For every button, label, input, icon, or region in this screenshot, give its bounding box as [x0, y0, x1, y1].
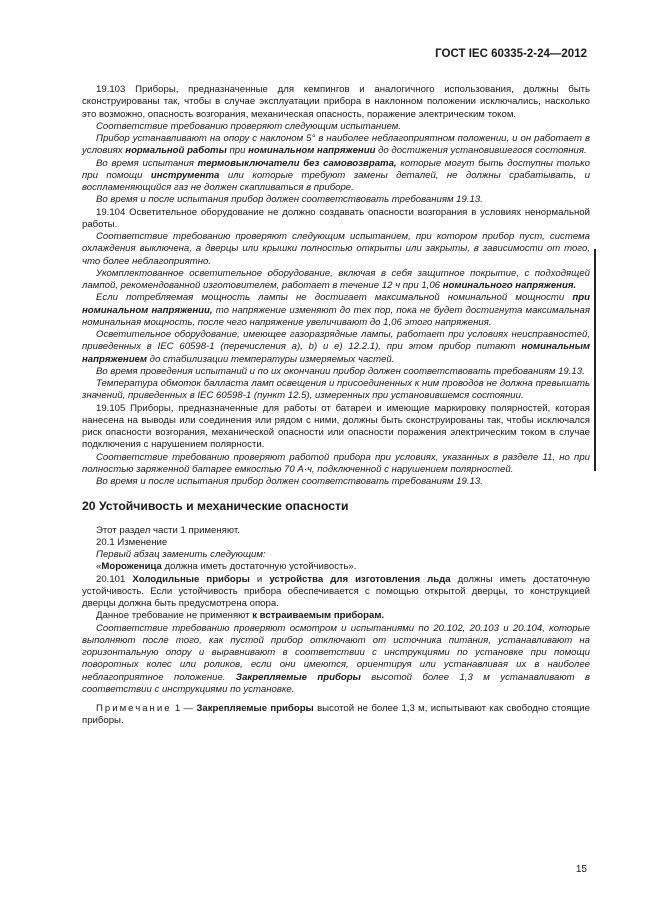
bold-term: номинального напряжения. — [442, 280, 577, 291]
text-run: Данное требование не применяют — [96, 610, 253, 622]
paragraph — [82, 292, 590, 329]
text-run: Укомплектованное осветительное оборудование, включая в себя защитное покрытие, с подходящей лампой, рекомендованной изготовителем, работает в течение 12 ч при 1,06 — [82, 267, 590, 291]
text-run: при — [226, 145, 249, 157]
text-run: должны иметь достаточную устойчивость. Если устойчивость прибора обеспечивается с помощью открытой дверцы, то конструкцией дверцы должна быть предусмотрена опора. — [82, 573, 590, 609]
text-run: должна иметь достаточную устойчивость». — [161, 561, 357, 573]
paragraph — [82, 84, 590, 121]
text-run: Соответствие требованию проверяют следующим испытанием, при котором прибор пуст, система охлаждения выключена, а дверцы или крышки полностью открыты или закрыты, в зависимости от того, что более неблагоприятно. — [82, 231, 590, 267]
text-run: и — [249, 573, 270, 585]
paragraph — [82, 378, 590, 403]
text-run: Соответствие требованию проверяют следующим испытанием. — [96, 120, 402, 132]
paragraph — [82, 329, 590, 366]
paragraph — [82, 366, 590, 378]
paragraph — [82, 207, 590, 232]
text-run: Если потребляемая мощность лампы не достигает максимальной номинальной мощности — [96, 292, 573, 304]
text-run: Соответствие требованию проверяют работой прибора при условиях, указанных в разделе 11, но при полностью заряженной батарее емкостью 70 А·ч, подключенной с нарушением полярностей. — [82, 451, 590, 475]
bold-term: к встраиваемым приборам. — [252, 610, 385, 622]
bold-term: устройства для изготовления льда — [269, 573, 451, 585]
text-run: Прибор устанавливают на опору с наклоном 5° в наиболее неблагоприятном положении, и он работает в условиях — [82, 133, 590, 157]
paragraph — [82, 133, 590, 158]
text-run: Во время и после испытания прибор должен соответствовать требованиям 19.13. — [96, 476, 483, 487]
page-body — [82, 84, 590, 728]
bold-term: номинальном напряжении — [248, 145, 376, 157]
text-run: то напряжение изменяют до тех пор, пока не будет достигнута максимальная номинальная мощность, после чего напряжение увеличивают до 1,06 этого напряжения. — [82, 304, 590, 328]
bold-term: Мороженица — [101, 561, 162, 573]
text-run: высотой более 1,3 м устанавливают в соответствии с инструкциями по установке. — [82, 671, 590, 695]
paragraph — [82, 525, 590, 537]
bold-term: при номинальном напряжении, — [82, 292, 590, 316]
text-run: Во время и после испытания прибор должен соответствовать требованиям 19.13. — [96, 194, 483, 206]
paragraph — [82, 158, 590, 195]
text-run: 19.104 Осветительное оборудование не должно создавать опасности возгорания в условиях ненормальной работы. — [82, 206, 590, 230]
text-run: Во время испытания — [96, 157, 198, 169]
text-run: 20.101 — [96, 573, 133, 585]
note-label: Примечание — [96, 703, 172, 714]
bold-term: Закрепляемые приборы — [235, 671, 361, 683]
text-run: высотой не более 1,3 м, испытывают как свободно стоящие приборы. — [82, 703, 590, 727]
paragraph — [82, 268, 590, 293]
paragraph — [82, 574, 590, 611]
text-run: Температура обмоток балласта ламп освещения и присоединенных к ним проводов не должна превышать значений, приведенных в IEC 60598-1 (пункт 12.5), измеренных при установившемся состоянии. — [82, 378, 590, 402]
text-run: до достижения установившегося состояния. — [375, 145, 587, 157]
paragraph — [82, 476, 590, 488]
change-bar — [594, 249, 596, 471]
text-run: 1 — — [171, 703, 197, 714]
paragraph — [82, 623, 590, 697]
text-run: Первый абзац заменить следующим: — [96, 549, 266, 560]
paragraph — [82, 194, 590, 206]
paragraph — [82, 561, 590, 573]
paragraph — [82, 549, 590, 561]
text-run: « — [96, 561, 102, 573]
paragraph — [82, 610, 590, 622]
bold-term: инструмента — [150, 169, 220, 181]
paragraph — [82, 231, 590, 268]
paragraph — [82, 452, 590, 477]
text-run: или которые требуют замены деталей, не должны срабатывать, и воспламеняющийся газ не должен скапливаться в приборе. — [82, 169, 590, 193]
text-run: 20.1 Изменение — [96, 536, 168, 548]
text-run: Осветительное оборудование, имеющее газоразрядные лампы, работает при условиях неисправностей, приведенных в IEC 60598-1 (перечисления а), b) и е) 12.2.1), при этом прибор питают — [82, 329, 590, 353]
bold-term: Холодильные приборы — [132, 573, 250, 585]
text-run: Соответствие требованию проверяют осмотром и испытаниями по 20.102, 20.103 и 20.104, которые выполняют после того, как пустой прибор отключают от источника питания, устанавливают на горизонтальную опору и выравнивают в соответствии с инструкциями по установке при помощи поворотных колес или роликов, если они имеются, ориентируя или устанавливая их в наиболее неблагоприятное положение. — [82, 622, 590, 683]
bold-term: номинальным напряжением — [82, 341, 590, 365]
text-run: 19.103 Приборы, предназначенные для кемпингов и аналогичного использования, должны быть сконструированы так, чтобы в случае эксплуатации прибора в наклонном положении исключались, насколько это возможно, опасность возгорания, механическая опасность, поражение электрическим током. — [82, 84, 590, 120]
bold-term: термовыключатели без самовозврата, — [197, 157, 397, 169]
note — [82, 703, 590, 728]
text-run: Этот раздел части 1 применяют. — [96, 524, 240, 536]
bold-term: нормальной работы — [125, 145, 227, 157]
text-run: 19.105 Приборы, предназначенные для работы от батареи и имеющие маркировку полярностей, которая нанесена на выводы или соединения или рядом с ними, должны быть сконструированы так, чтобы исключался риск опасности возгорания, механической опасности или опасности поражения электрическим током в случае подключения с нарушением полярности. — [82, 402, 590, 451]
page-number: 15 — [575, 864, 587, 875]
bold-term: Закрепляемые приборы — [196, 703, 314, 714]
text-run: которые могут быть доступны только при помощи — [82, 157, 591, 181]
paragraph — [82, 537, 590, 549]
paragraph — [82, 121, 590, 133]
text-run: до стабилизации температуры измеряемых частей. — [147, 353, 395, 365]
paragraph — [82, 403, 590, 452]
document-header: ГОСТ IEC 60335-2-24—2012 — [435, 48, 587, 60]
text-run: Во время проведения испытаний и по их окончании прибор должен соответствовать требованиям 19.13. — [96, 365, 585, 377]
section-title: 20 Устойчивость и механические опасности — [82, 499, 349, 514]
